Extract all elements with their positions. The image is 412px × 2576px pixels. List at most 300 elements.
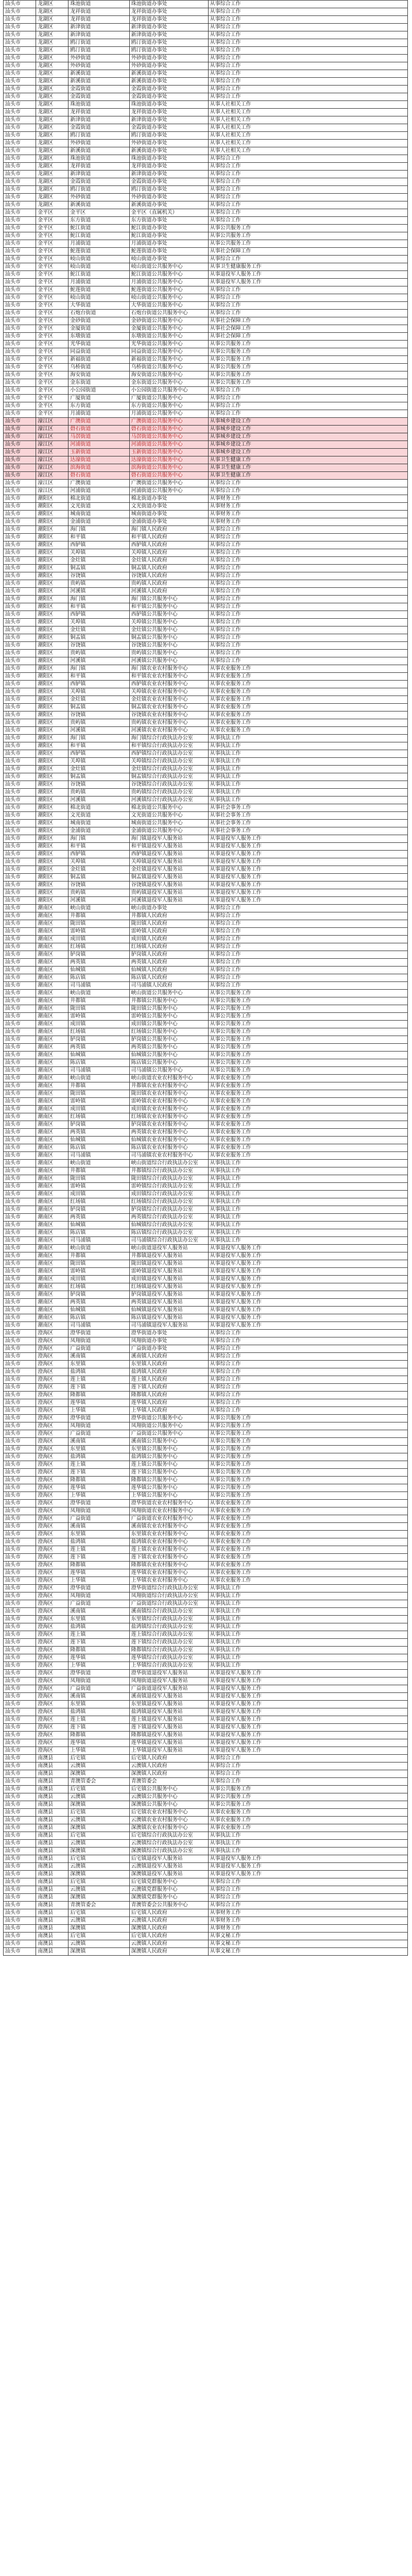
unit-cell: 司马浦镇公共服务中心 <box>129 1067 208 1075</box>
city-cell: 汕头市 <box>4 171 36 178</box>
unit-cell: 外砂街道办事处 <box>129 55 208 62</box>
duty-cell: 从事卫生健康工作 <box>208 456 407 464</box>
city-cell: 汕头市 <box>4 611 36 619</box>
town-cell: 金灶镇 <box>68 696 129 704</box>
duty-cell: 从事综合工作 <box>208 217 407 225</box>
town-cell: 上华镇 <box>68 1492 129 1500</box>
table-row <box>4 650 408 657</box>
table-row <box>4 1940 408 1948</box>
city-cell: 汕头市 <box>4 688 36 696</box>
duty-cell: 从事农业服务工作 <box>208 1546 407 1554</box>
unit-cell: 棉北街道办事处 <box>129 495 208 503</box>
town-cell: 东方街道 <box>68 217 129 225</box>
unit-cell: 鮀莲街道办事处 <box>129 248 208 256</box>
town-cell: 东墩街道 <box>68 333 129 341</box>
city-cell: 汕头市 <box>4 596 36 603</box>
district-cell: 濠江区 <box>36 441 68 449</box>
city-cell: 汕头市 <box>4 642 36 650</box>
table-row <box>4 657 408 665</box>
duty-cell: 从事执法工作 <box>208 766 407 773</box>
district-cell: 潮阳区 <box>36 518 68 526</box>
city-cell: 汕头市 <box>4 371 36 379</box>
city-cell: 汕头市 <box>4 456 36 464</box>
district-cell: 龙湖区 <box>36 101 68 109</box>
town-cell: 井都镇 <box>68 1082 129 1090</box>
unit-cell: 澄华街道办事处 <box>129 1330 208 1337</box>
city-cell: 汕头市 <box>4 1515 36 1523</box>
unit-cell: 仙城镇人民政府 <box>129 967 208 974</box>
table-row <box>4 1330 408 1337</box>
district-cell: 龙湖区 <box>36 201 68 209</box>
unit-cell: 东里镇退役军人服务站 <box>129 1701 208 1708</box>
city-cell: 汕头市 <box>4 912 36 920</box>
district-cell: 潮阳区 <box>36 882 68 889</box>
unit-cell: 上华镇农业农村服务中心 <box>129 1577 208 1585</box>
town-cell: 深澳镇 <box>68 1770 129 1778</box>
unit-cell: 和平镇农业农村服务中心 <box>129 673 208 681</box>
district-cell: 潮南区 <box>36 1152 68 1160</box>
duty-cell: 从事执法工作 <box>208 1206 407 1214</box>
town-cell: 陈店镇 <box>68 1144 129 1152</box>
city-cell: 汕头市 <box>4 928 36 936</box>
duty-cell: 从事执法工作 <box>208 1175 407 1183</box>
duty-cell: 从事执法工作 <box>208 1600 407 1608</box>
unit-cell: 金灶镇退役军人服务站 <box>129 866 208 874</box>
duty-cell: 从事公共服务工作 <box>208 1461 407 1469</box>
duty-cell: 从事执法工作 <box>208 1585 407 1592</box>
city-cell: 汕头市 <box>4 1546 36 1554</box>
unit-cell: 澄华街道综合行政执法办公室 <box>129 1585 208 1592</box>
table-row <box>4 1384 408 1392</box>
district-cell: 濠江区 <box>36 449 68 456</box>
duty-cell: 从事综合工作 <box>208 1376 407 1384</box>
town-cell: 金灶镇 <box>68 557 129 565</box>
town-cell: 莲下镇 <box>68 1639 129 1647</box>
town-cell: 文光街道 <box>68 812 129 820</box>
unit-cell: 鮀江街道公共服务中心 <box>129 271 208 279</box>
table-row <box>4 356 408 364</box>
district-cell: 金平区 <box>36 217 68 225</box>
city-cell: 汕头市 <box>4 541 36 549</box>
district-cell: 潮南区 <box>36 1183 68 1191</box>
district-cell: 澄海区 <box>36 1337 68 1345</box>
table-row <box>4 526 408 534</box>
city-cell: 汕头市 <box>4 1747 36 1755</box>
table-row <box>4 1469 408 1477</box>
city-cell: 汕头市 <box>4 433 36 441</box>
duty-cell: 从事公共服务工作 <box>208 1021 407 1028</box>
duty-cell: 从事执法工作 <box>208 1222 407 1229</box>
district-cell: 澄海区 <box>36 1376 68 1384</box>
town-cell: 溪南镇 <box>68 1693 129 1701</box>
city-cell: 汕头市 <box>4 1886 36 1894</box>
city-cell: 汕头市 <box>4 634 36 642</box>
town-cell: 凤翔街道 <box>68 1592 129 1600</box>
town-cell: 后宅镇 <box>68 1755 129 1762</box>
town-cell: 莲下镇 <box>68 1469 129 1477</box>
table-row <box>4 835 408 843</box>
unit-cell: 雷岭镇退役军人服务站 <box>129 1268 208 1276</box>
table-row <box>4 70 408 78</box>
unit-cell: 金灶镇农业农村服务中心 <box>129 696 208 704</box>
table-row <box>4 812 408 820</box>
unit-cell: 龙祥街道办事处 <box>129 109 208 116</box>
duty-cell: 从事退役军人服务工作 <box>208 1693 407 1701</box>
table-row <box>4 371 408 379</box>
town-cell: 新溪街道 <box>68 78 129 86</box>
city-cell: 汕头市 <box>4 325 36 333</box>
table-row <box>4 487 408 495</box>
city-cell: 汕头市 <box>4 24 36 31</box>
table-row <box>4 511 408 518</box>
unit-cell: 文光街道公共服务中心 <box>129 812 208 820</box>
city-cell: 汕头市 <box>4 1198 36 1206</box>
unit-cell: 文光街道办事处 <box>129 503 208 511</box>
district-cell: 潮阳区 <box>36 727 68 735</box>
unit-cell: 鸥汀街道办事处 <box>129 186 208 194</box>
unit-cell: 广澳街道公共服务中心 <box>129 480 208 487</box>
unit-cell: 广益街道退役军人服务站 <box>129 1685 208 1693</box>
city-cell: 汕头市 <box>4 974 36 982</box>
unit-cell: 盐鸿镇退役军人服务站 <box>129 1708 208 1716</box>
table-row <box>4 495 408 503</box>
unit-cell: 东里镇公共服务中心 <box>129 1446 208 1453</box>
city-cell: 汕头市 <box>4 650 36 657</box>
unit-cell: 广益街道农业农村服务中心 <box>129 1515 208 1523</box>
district-cell: 潮阳区 <box>36 626 68 634</box>
table-row <box>4 1198 408 1206</box>
table-row <box>4 78 408 86</box>
district-cell: 龙湖区 <box>36 140 68 147</box>
town-cell: 新津街道 <box>68 171 129 178</box>
table-row <box>4 1878 408 1886</box>
duty-cell: 从事城乡建设工作 <box>208 433 407 441</box>
city-cell: 汕头市 <box>4 1052 36 1059</box>
table-row <box>4 225 408 232</box>
duty-cell: 从事执法工作 <box>208 1647 407 1654</box>
district-cell: 金平区 <box>36 286 68 294</box>
district-cell: 南澳县 <box>36 1762 68 1770</box>
city-cell: 汕头市 <box>4 959 36 967</box>
table-row <box>4 1229 408 1237</box>
duty-cell: 从事执法工作 <box>208 758 407 766</box>
table-row <box>4 433 408 441</box>
district-cell: 潮南区 <box>36 1322 68 1330</box>
town-cell: 溪南镇 <box>68 1608 129 1616</box>
district-cell: 澄海区 <box>36 1739 68 1747</box>
city-cell: 汕头市 <box>4 402 36 410</box>
table-row <box>4 1755 408 1762</box>
table-row <box>4 1252 408 1260</box>
city-cell: 汕头市 <box>4 1337 36 1345</box>
city-cell: 汕头市 <box>4 464 36 472</box>
city-cell: 汕头市 <box>4 356 36 364</box>
city-cell: 汕头市 <box>4 364 36 371</box>
duty-cell: 从事综合工作 <box>208 47 407 55</box>
district-cell: 龙湖区 <box>36 132 68 140</box>
city-cell: 汕头市 <box>4 333 36 341</box>
city-cell: 汕头市 <box>4 518 36 526</box>
table-row <box>4 1739 408 1747</box>
table-row <box>4 549 408 557</box>
unit-cell: 两英镇退役军人服务站 <box>129 1299 208 1307</box>
table-row <box>4 580 408 588</box>
table-row <box>4 967 408 974</box>
district-cell: 龙湖区 <box>36 31 68 39</box>
unit-cell: 深澳镇退役军人服务站 <box>129 1871 208 1878</box>
duty-cell: 从事公共服务工作 <box>208 225 407 232</box>
table-row <box>4 39 408 47</box>
district-cell: 龙湖区 <box>36 70 68 78</box>
unit-cell: 胪岗镇综合行政执法办公室 <box>129 1206 208 1214</box>
duty-cell: 从事综合工作 <box>208 928 407 936</box>
district-cell: 潮南区 <box>36 1252 68 1260</box>
town-cell: 谷饶镇 <box>68 882 129 889</box>
table-row <box>4 1677 408 1685</box>
table-row <box>4 1631 408 1639</box>
unit-cell: 东里镇农业农村服务中心 <box>129 1531 208 1538</box>
town-cell: 新津街道 <box>68 116 129 124</box>
district-cell: 潮阳区 <box>36 565 68 572</box>
unit-cell: 莲上镇人民政府 <box>129 1376 208 1384</box>
duty-cell: 从事综合工作 <box>208 86 407 93</box>
town-cell: 关埠镇 <box>68 688 129 696</box>
unit-cell: 深澳镇综合行政执法办公室 <box>129 1848 208 1855</box>
town-cell: 滨海街道 <box>68 464 129 472</box>
unit-cell: 东方街道办事处 <box>129 217 208 225</box>
duty-cell: 从事公共服务工作 <box>208 1422 407 1430</box>
unit-cell: 关埠镇农业农村服务中心 <box>129 688 208 696</box>
table-row <box>4 101 408 109</box>
duty-cell: 从事执法工作 <box>208 1639 407 1647</box>
duty-cell: 从事综合工作 <box>208 1894 407 1902</box>
duty-cell: 从事综合工作 <box>208 163 407 171</box>
town-cell: 澄华街道 <box>68 1330 129 1337</box>
table-row <box>4 186 408 194</box>
city-cell: 汕头市 <box>4 39 36 47</box>
table-row <box>4 1925 408 1933</box>
unit-cell: 新福街道公共服务中心 <box>129 356 208 364</box>
duty-cell: 从事农业服务工作 <box>208 1152 407 1160</box>
unit-cell: 鮀江街道办事处 <box>129 232 208 240</box>
district-cell: 澄海区 <box>36 1515 68 1523</box>
duty-cell: 从事公共服务工作 <box>208 997 407 1005</box>
town-cell: 盐鸿镇 <box>68 1623 129 1631</box>
town-cell: 海门镇 <box>68 735 129 742</box>
duty-cell: 从事执法工作 <box>208 1592 407 1600</box>
unit-cell: 司马浦镇农业农村服务中心 <box>129 1152 208 1160</box>
city-cell: 汕头市 <box>4 758 36 766</box>
district-cell: 潮阳区 <box>36 657 68 665</box>
town-cell: 云澳镇 <box>68 1840 129 1848</box>
duty-cell: 从事农业服务工作 <box>208 688 407 696</box>
table-row <box>4 572 408 580</box>
city-cell: 汕头市 <box>4 317 36 325</box>
city-cell: 汕头市 <box>4 936 36 943</box>
city-cell: 汕头市 <box>4 8 36 16</box>
duty-cell: 从事综合工作 <box>208 974 407 982</box>
table-row <box>4 1933 408 1940</box>
city-cell: 汕头市 <box>4 1786 36 1793</box>
district-cell: 金平区 <box>36 387 68 395</box>
duty-cell: 从事农业服务工作 <box>208 673 407 681</box>
unit-cell: 云澳镇公共服务中心 <box>129 1793 208 1801</box>
city-cell: 汕头市 <box>4 1291 36 1299</box>
table-row <box>4 1909 408 1917</box>
city-cell: 汕头市 <box>4 256 36 263</box>
town-cell: 广益街道 <box>68 1345 129 1353</box>
table-row <box>4 1871 408 1878</box>
district-cell: 南澳县 <box>36 1840 68 1848</box>
table-row <box>4 1515 408 1523</box>
table-row <box>4 171 408 178</box>
duty-cell: 从事农业服务工作 <box>208 1538 407 1546</box>
district-cell: 龙湖区 <box>36 8 68 16</box>
unit-cell: 贵屿镇公共服务中心 <box>129 650 208 657</box>
district-cell: 潮阳区 <box>36 511 68 518</box>
town-cell: 云澳镇 <box>68 1886 129 1894</box>
district-cell: 潮南区 <box>36 1021 68 1028</box>
table-row <box>4 1268 408 1276</box>
city-cell: 汕头市 <box>4 449 36 456</box>
duty-cell: 从事综合工作 <box>208 565 407 572</box>
town-cell: 仙城镇 <box>68 967 129 974</box>
table-row <box>4 62 408 70</box>
town-cell: 青澳管委会 <box>68 1778 129 1786</box>
district-cell: 金平区 <box>36 232 68 240</box>
district-cell: 潮南区 <box>36 1198 68 1206</box>
town-cell: 莲上镇 <box>68 1546 129 1554</box>
city-cell: 汕头市 <box>4 93 36 101</box>
duty-cell: 从事综合工作 <box>208 395 407 402</box>
unit-cell: 深澳镇人民政府 <box>129 1948 208 1956</box>
district-cell: 金平区 <box>36 402 68 410</box>
duty-cell: 从事退役军人服务工作 <box>208 889 407 897</box>
city-cell: 汕头市 <box>4 1399 36 1407</box>
duty-cell: 从事公共服务工作 <box>208 1477 407 1484</box>
table-row <box>4 1021 408 1028</box>
unit-cell: 仙城镇退役军人服务站 <box>129 1307 208 1314</box>
duty-cell: 从事财务工作 <box>208 1909 407 1917</box>
town-cell: 金砂街道 <box>68 317 129 325</box>
unit-cell: 龙祥街道办事处 <box>129 8 208 16</box>
unit-cell: 溪南镇退役军人服务站 <box>129 1693 208 1701</box>
duty-cell: 从事综合工作 <box>208 905 407 912</box>
table-row <box>4 1183 408 1191</box>
district-cell: 潮阳区 <box>36 611 68 619</box>
duty-cell: 从事社会保障工作 <box>208 333 407 341</box>
town-cell: 胪岗镇 <box>68 1121 129 1129</box>
district-cell: 潮南区 <box>36 1137 68 1144</box>
duty-cell: 从事农业服务工作 <box>208 1121 407 1129</box>
district-cell: 潮南区 <box>36 1283 68 1291</box>
unit-cell: 金灶镇人民政府 <box>129 557 208 565</box>
duty-cell: 从事综合工作 <box>208 936 407 943</box>
duty-cell: 从事退役军人服务工作 <box>208 1307 407 1314</box>
unit-cell: 金霞街道办事处 <box>129 93 208 101</box>
duty-cell: 从事社会事务工作 <box>208 820 407 827</box>
city-cell: 汕头市 <box>4 1817 36 1824</box>
table-row <box>4 441 408 449</box>
district-cell: 南澳县 <box>36 1824 68 1832</box>
town-cell: 莲华镇 <box>68 1484 129 1492</box>
city-cell: 汕头市 <box>4 163 36 171</box>
unit-cell: 关埠镇人民政府 <box>129 549 208 557</box>
city-cell: 汕头市 <box>4 1438 36 1446</box>
table-row <box>4 565 408 572</box>
unit-cell: 龙祥街道办事处 <box>129 163 208 171</box>
city-cell: 汕头市 <box>4 1662 36 1670</box>
duty-cell: 从事退役军人服务工作 <box>208 858 407 866</box>
duty-cell: 从事综合工作 <box>208 580 407 588</box>
table-row <box>4 866 408 874</box>
duty-cell: 从事综合工作 <box>208 549 407 557</box>
unit-cell: 关埠镇综合行政执法办公室 <box>129 758 208 766</box>
unit-cell: 谷饶镇综合行政执法办公室 <box>129 781 208 789</box>
duty-cell: 从事公共服务工作 <box>208 1469 407 1477</box>
town-cell: 后宅镇 <box>68 1832 129 1840</box>
table-row <box>4 1307 408 1314</box>
table-row <box>4 16 408 24</box>
table-row <box>4 1067 408 1075</box>
duty-cell: 从事人社相关工作 <box>208 124 407 132</box>
city-cell: 汕头市 <box>4 395 36 402</box>
city-cell: 汕头市 <box>4 286 36 294</box>
district-cell: 澄海区 <box>36 1616 68 1623</box>
unit-cell: 和平镇退役军人服务站 <box>129 843 208 851</box>
town-cell: 司马浦镇 <box>68 982 129 990</box>
town-cell: 新溪街道 <box>68 70 129 78</box>
city-cell: 汕头市 <box>4 1144 36 1152</box>
district-cell: 龙湖区 <box>36 16 68 24</box>
unit-cell: 上华镇公共服务中心 <box>129 1492 208 1500</box>
duty-cell: 从事公共服务工作 <box>208 348 407 356</box>
duty-cell: 从事公共服务工作 <box>208 240 407 248</box>
town-cell: 隆都镇 <box>68 1392 129 1399</box>
duty-cell: 从事退役军人服务工作 <box>208 1299 407 1307</box>
table-row <box>4 279 408 286</box>
duty-cell: 从事综合工作 <box>208 62 407 70</box>
town-cell: 雷岭镇 <box>68 1098 129 1106</box>
unit-cell: 贵屿镇退役军人服务站 <box>129 889 208 897</box>
city-cell: 汕头市 <box>4 302 36 310</box>
district-cell: 澄海区 <box>36 1724 68 1732</box>
unit-cell: 小公园街道公共服务中心 <box>129 387 208 395</box>
town-cell: 西胪镇 <box>68 681 129 688</box>
table-row <box>4 1438 408 1446</box>
table-row <box>4 1716 408 1724</box>
duty-cell: 从事农业服务工作 <box>208 1113 407 1121</box>
table-row <box>4 1793 408 1801</box>
district-cell: 潮阳区 <box>36 866 68 874</box>
table-row <box>4 503 408 511</box>
table-row <box>4 1654 408 1662</box>
town-cell: 凤翔街道 <box>68 1422 129 1430</box>
duty-cell: 从事执法工作 <box>208 750 407 758</box>
duty-cell: 从事综合工作 <box>208 1384 407 1392</box>
district-cell: 潮南区 <box>36 1044 68 1052</box>
town-cell: 鮀莲街道 <box>68 248 129 256</box>
town-cell: 河溪镇 <box>68 588 129 596</box>
town-cell: 金霞街道 <box>68 93 129 101</box>
unit-cell: 红场镇农业农村服务中心 <box>129 1113 208 1121</box>
district-cell: 潮阳区 <box>36 495 68 503</box>
district-cell: 澄海区 <box>36 1732 68 1739</box>
town-cell: 和平镇 <box>68 603 129 611</box>
district-cell: 龙湖区 <box>36 178 68 186</box>
duty-cell: 从事公共服务工作 <box>208 1013 407 1021</box>
town-cell: 贵屿镇 <box>68 789 129 796</box>
